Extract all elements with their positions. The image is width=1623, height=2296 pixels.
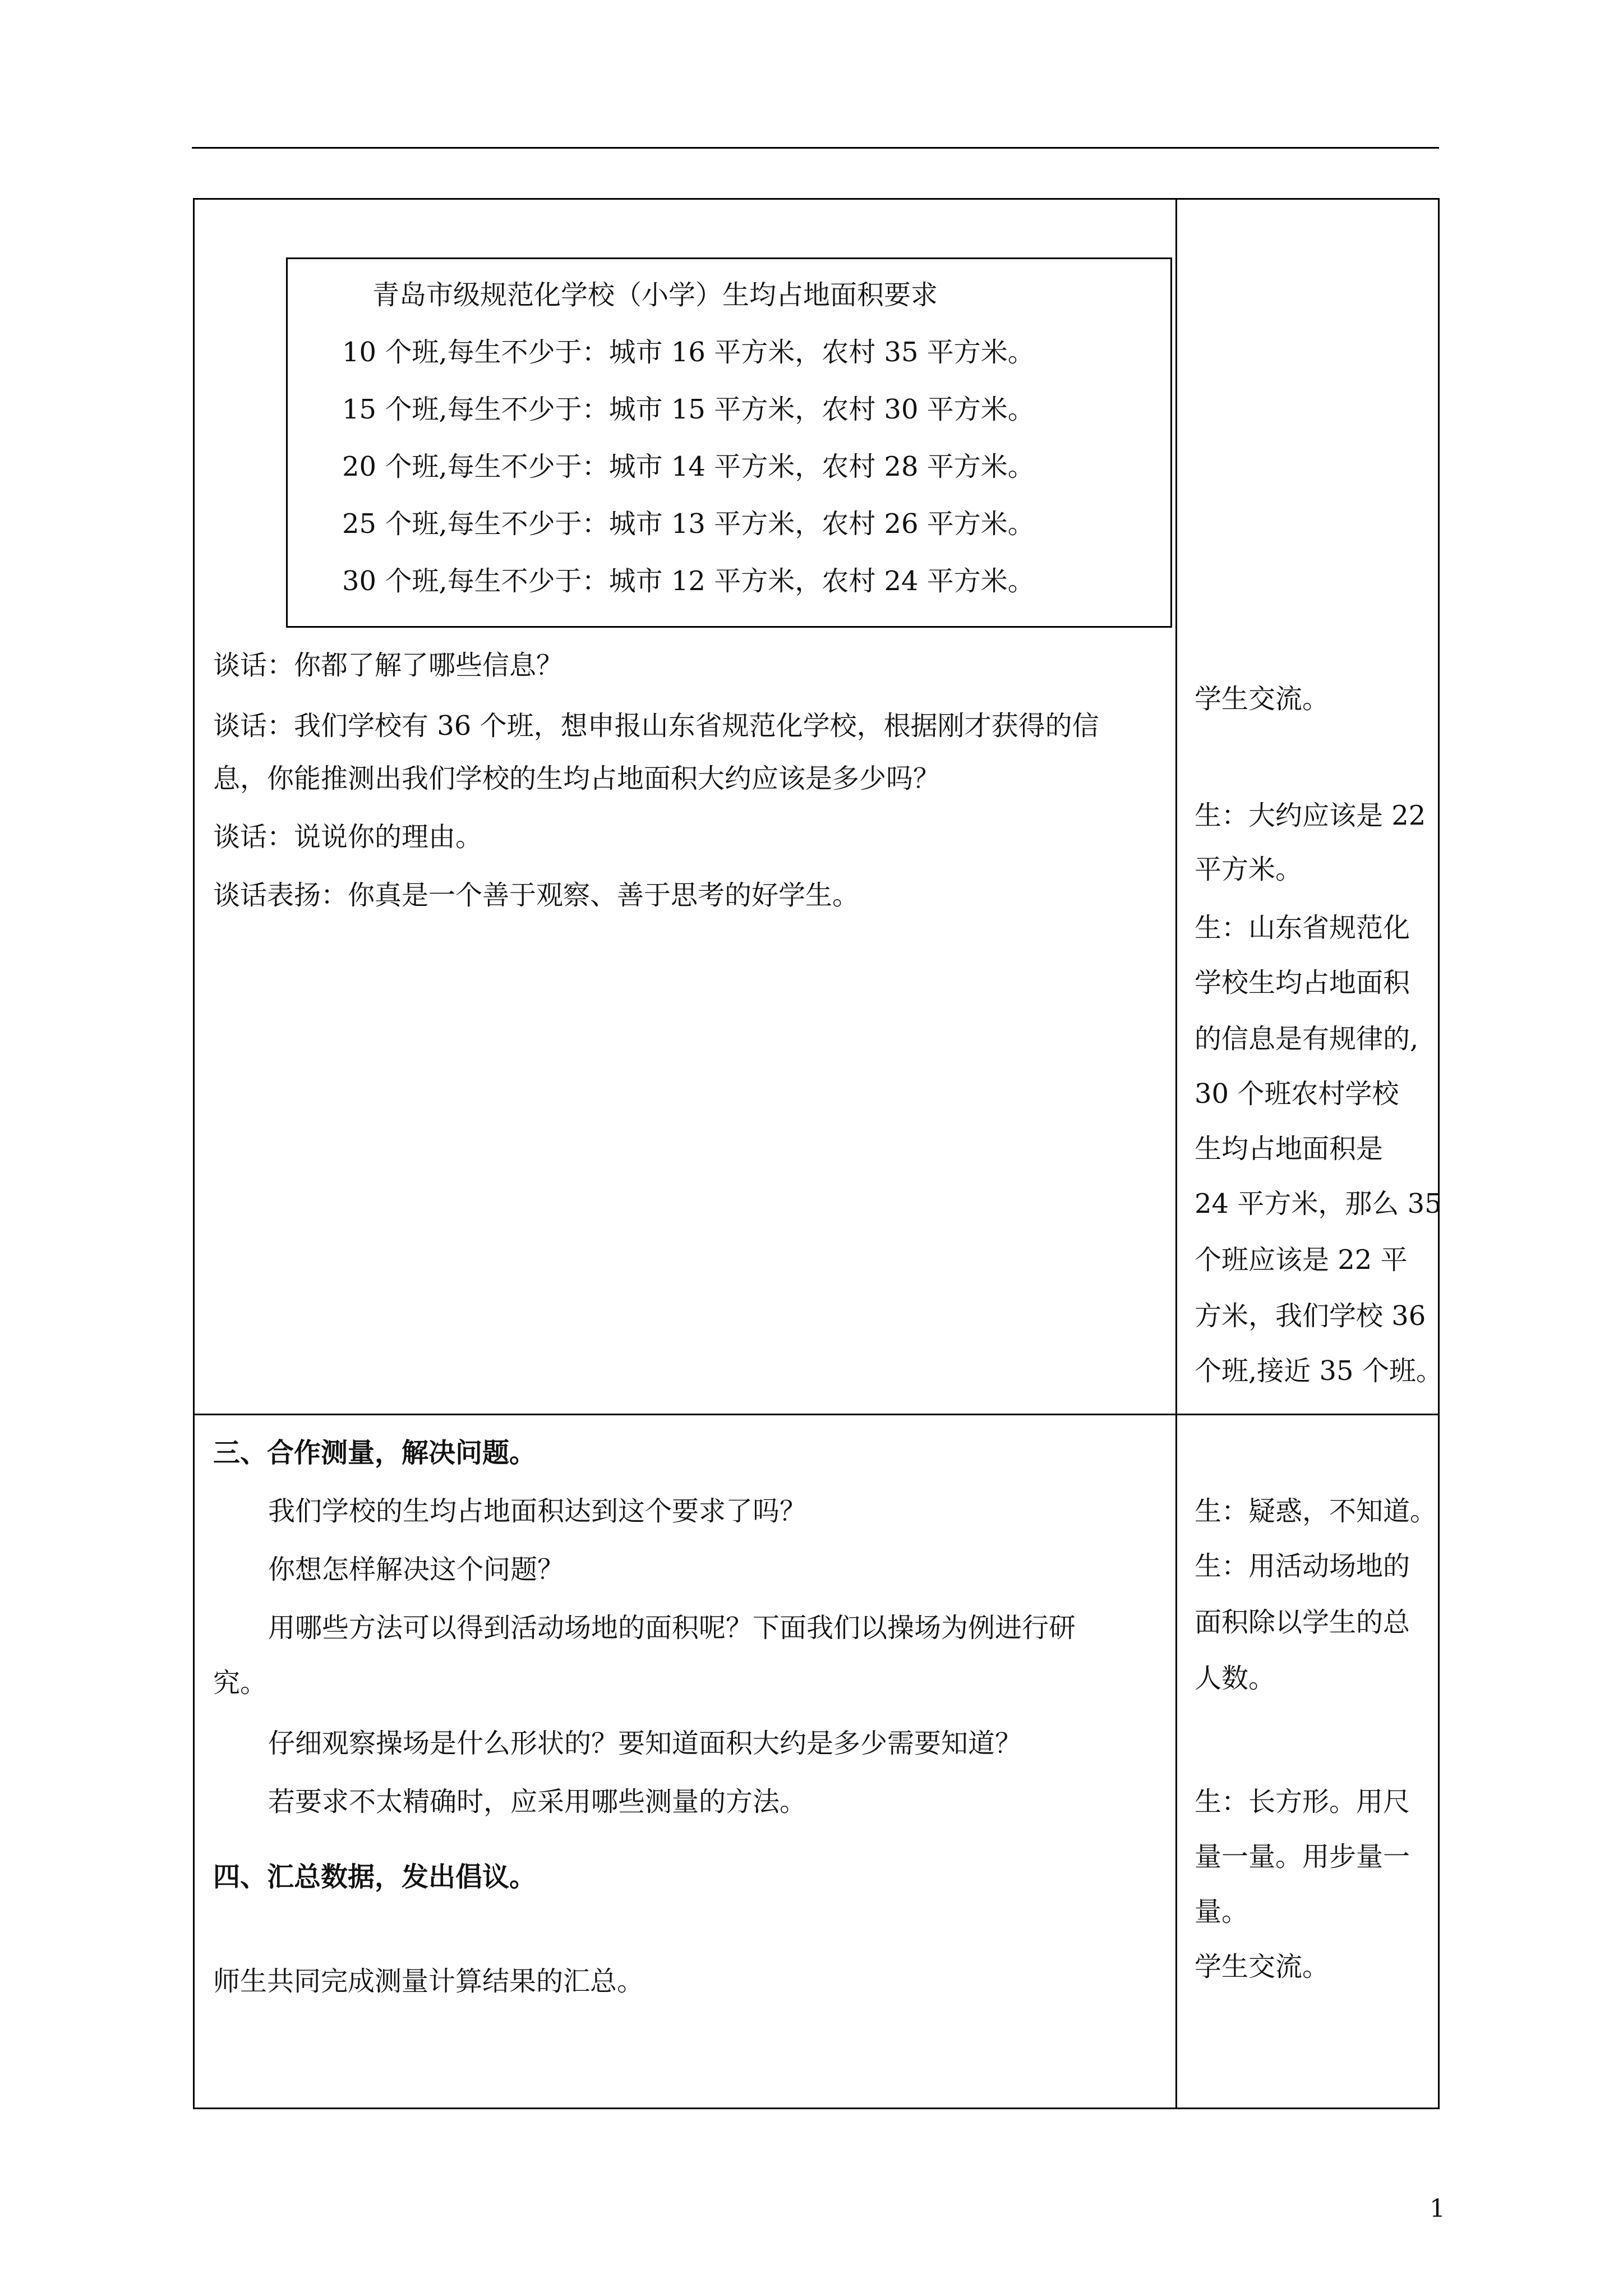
student-line: 30 个班农村学校 [1195, 1078, 1399, 1110]
teacher-line: 我们学校的生均占地面积达到这个要求了吗？ [268, 1496, 807, 1527]
requirement-line: 10 个班,每生不少于：城市 16 平方米，农村 35 平方米。 [342, 337, 1035, 368]
closing-line: 师生共同完成测量计算结果的汇总。 [213, 1966, 644, 1997]
requirement-line: 15 个班,每生不少于：城市 15 平方米，农村 30 平方米。 [342, 394, 1035, 425]
student-line: 生均占地面积是 [1195, 1133, 1384, 1165]
student-line: 量一量。用步量一 [1195, 1841, 1410, 1872]
student-line: 生：山东省规范化 [1195, 912, 1410, 944]
student-line: 24 平方米，那么 35 [1195, 1188, 1442, 1220]
student-line: 生：用活动场地的 [1195, 1550, 1410, 1582]
student-line: 生：长方形。用尺 [1195, 1786, 1410, 1818]
table-border-right [1438, 198, 1440, 2109]
teacher-line: 究。 [213, 1667, 268, 1699]
student-line: 人数。 [1195, 1663, 1276, 1694]
teacher-line: 若要求不太精确时，应采用哪些测量的方法。 [268, 1786, 807, 1818]
teacher-line: 用哪些方法可以得到活动场地的面积呢？下面我们以操场为例进行研 [268, 1612, 1076, 1644]
student-line: 个班应该是 22 平 [1195, 1244, 1408, 1276]
teacher-line: 谈话表扬：你真是一个善于观察、善于思考的好学生。 [213, 880, 860, 911]
table-border-bottom [193, 2108, 1440, 2109]
table-column-divider [1175, 198, 1177, 2109]
teacher-line: 你想怎样解决这个问题？ [268, 1554, 565, 1585]
section-heading-4: 四、汇总数据，发出倡议。 [213, 1861, 537, 1893]
student-line: 个班,接近 35 个班。 [1195, 1355, 1443, 1387]
student-line: 生：疑惑，不知道。 [1195, 1496, 1437, 1527]
page-number: 1 [1430, 2194, 1445, 2223]
teacher-line: 谈话：我们学校有 36 个班，想申报山东省规范化学校，根据刚才获得的信 [213, 710, 1099, 742]
student-line: 的信息是有规律的, [1195, 1023, 1419, 1055]
student-line: 学校生均占地面积 [1195, 967, 1410, 999]
student-line: 平方米。 [1195, 854, 1303, 885]
student-line: 量。 [1195, 1896, 1249, 1927]
table-border-left [193, 198, 195, 2109]
requirement-line: 30 个班,每生不少于：城市 12 平方米，农村 24 平方米。 [342, 565, 1035, 597]
table-border-top [193, 198, 1440, 200]
header-rule [192, 147, 1439, 149]
student-line: 生：大约应该是 22 [1195, 800, 1426, 831]
student-line: 面积除以学生的总 [1195, 1607, 1410, 1638]
teacher-line: 息，你能推测出我们学校的生均占地面积大约应该是多少吗？ [213, 763, 940, 794]
table-row-divider [193, 1414, 1440, 1415]
teacher-line: 谈话：说说你的理由。 [213, 821, 483, 853]
student-line: 学生交流。 [1195, 683, 1330, 715]
student-line: 方米，我们学校 36 [1195, 1300, 1426, 1332]
requirement-line: 20 个班,每生不少于：城市 14 平方米，农村 28 平方米。 [342, 451, 1035, 482]
teacher-line: 谈话：你都了解了哪些信息？ [213, 650, 564, 681]
requirement-line: 25 个班,每生不少于：城市 13 平方米，农村 26 平方米。 [342, 508, 1035, 540]
requirements-title: 青岛市级规范化学校（小学）生均占地面积要求 [372, 279, 938, 311]
section-heading-3: 三、合作测量，解决问题。 [213, 1437, 537, 1469]
teacher-line: 仔细观察操场是什么形状的？要知道面积大约是多少需要知道？ [268, 1728, 1022, 1759]
student-line: 学生交流。 [1195, 1951, 1330, 1982]
